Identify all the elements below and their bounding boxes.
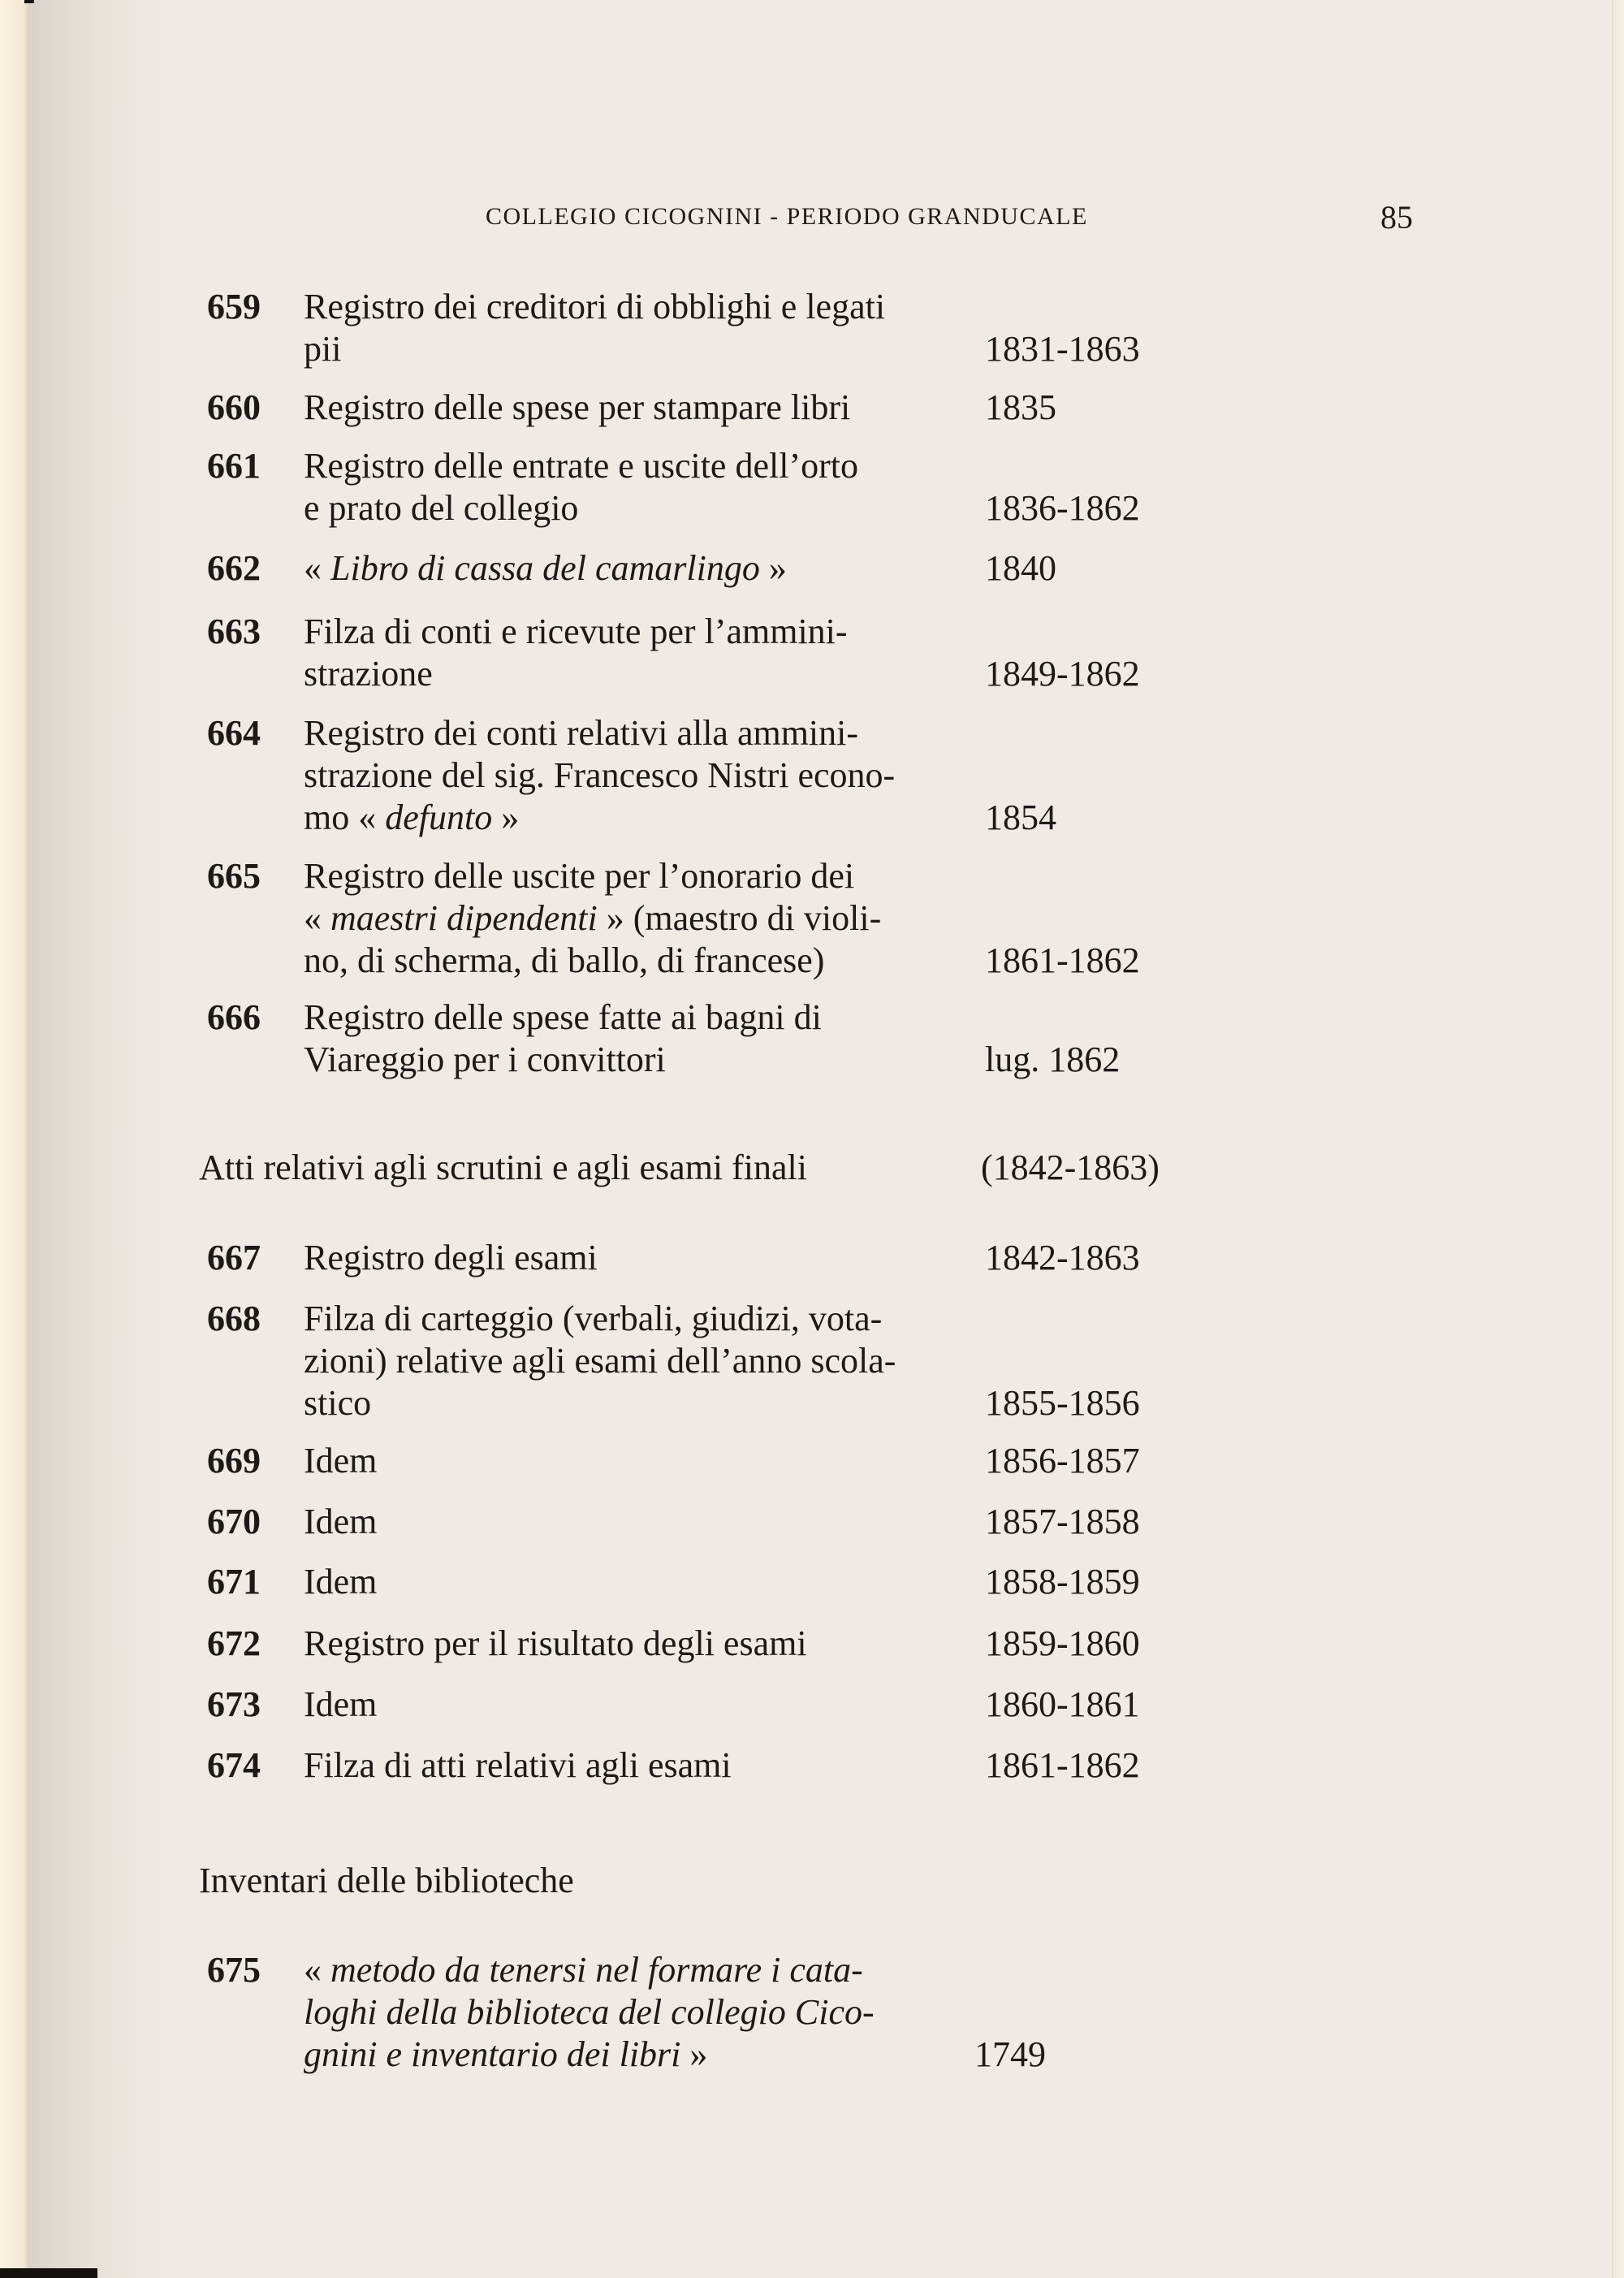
- entry-description: [304, 387, 942, 429]
- desc-line: « maestri dipendenti » (maestro di violi-: [304, 898, 882, 938]
- entry-date: lug. 1862: [985, 1040, 1121, 1079]
- entry-description: [304, 855, 942, 982]
- entry-date: 1849-1862: [985, 654, 1140, 694]
- entry-description: « Libro di cassa del camarlingo »: [304, 548, 787, 588]
- entry-description: [304, 611, 942, 695]
- entry-date: 1860-1861: [985, 1684, 1140, 1724]
- page-edge-left: [0, 0, 29, 2278]
- section-title: Inventari delle biblioteche: [199, 1861, 574, 1900]
- desc-line: mo « defunto »: [304, 798, 520, 837]
- entry-number: 663: [207, 612, 261, 651]
- entry-number: 666: [207, 997, 261, 1037]
- entry-date: 1854: [985, 798, 1056, 837]
- gutter-shadow: [29, 0, 175, 2278]
- entry-date: 1831-1863: [985, 329, 1140, 369]
- desc-line: Registro dei creditori di obblighi e legati: [304, 287, 886, 326]
- entry-number: 662: [207, 548, 261, 588]
- desc-line: zioni) relative agli esami dell’anno scola-: [304, 1341, 896, 1381]
- scan-border-bottom: [0, 2268, 97, 2278]
- desc-line: Registro dei conti relativi alla ammini-: [304, 713, 859, 753]
- desc-line: strazione: [304, 654, 433, 694]
- entry-description: Registro per il risultato degli esami: [304, 1623, 807, 1663]
- entry-number: 673: [207, 1684, 261, 1724]
- desc-line: strazione del sig. Francesco Nistri econo-: [304, 755, 896, 795]
- entry-number: 661: [207, 446, 261, 486]
- entry-description: [304, 1237, 942, 1279]
- running-header: COLLEGIO CICOGNINI - PERIODO GRANDUCALE: [486, 203, 1088, 230]
- entry-description: [304, 996, 942, 1081]
- desc-line: no, di scherma, di ballo, di francese): [304, 940, 825, 980]
- desc-line: Viareggio per i convittori: [304, 1040, 666, 1079]
- entry-date: 1855-1856: [985, 1383, 1140, 1423]
- entry-number: 668: [207, 1299, 261, 1338]
- italic-title: Libro di cassa del camarlingo: [330, 548, 760, 588]
- entry-number: 672: [207, 1623, 261, 1663]
- entry-description: Idem: [304, 1562, 378, 1602]
- page-number: 85: [1380, 199, 1413, 236]
- entry-date: 1856-1857: [985, 1441, 1140, 1480]
- entry-number: 669: [207, 1441, 261, 1480]
- desc-line: Registro delle entrate e uscite dell’orto: [304, 446, 858, 486]
- entry-description: Idem: [304, 1684, 378, 1724]
- entry-date: 1858-1859: [985, 1562, 1140, 1602]
- entry-date: 1861-1862: [985, 1745, 1140, 1785]
- entry-description: [304, 286, 942, 370]
- entry-description: Idem: [304, 1502, 378, 1541]
- desc-line: Filza di conti e ricevute per l’ammini-: [304, 612, 848, 651]
- entry-number: 675: [207, 1950, 261, 1990]
- entry-date: 1857-1858: [985, 1502, 1140, 1541]
- entry-number: 670: [207, 1502, 261, 1541]
- entry-number: 674: [207, 1745, 261, 1785]
- entry-number: 667: [207, 1238, 261, 1277]
- entry-date: 1842-1863: [985, 1238, 1140, 1277]
- desc-line: e prato del collegio: [304, 488, 579, 528]
- desc-line: « metodo da tenersi nel formare i cata-: [304, 1950, 863, 1990]
- entry-description: [304, 712, 942, 839]
- entry-description: [304, 1298, 942, 1424]
- entry-number: 671: [207, 1562, 261, 1602]
- entry-date: 1840: [985, 548, 1056, 588]
- desc-line: stico: [304, 1383, 372, 1423]
- entry-date: 1861-1862: [985, 940, 1140, 980]
- desc-line: Registro delle uscite per l’onorario dei: [304, 856, 855, 896]
- entry-number: 659: [207, 287, 261, 326]
- desc-line: Registro delle spese per stampare libri: [304, 387, 851, 427]
- page-edge-right: [1612, 0, 1624, 2278]
- entry-number: 660: [207, 387, 261, 427]
- entry-date: 1749: [974, 2034, 1046, 2074]
- entry-number: 664: [207, 713, 261, 753]
- entry-description: [304, 1949, 942, 2076]
- section-date-range: (1842-1863): [981, 1148, 1160, 1187]
- desc-line: Filza di carteggio (verbali, giudizi, vota-: [304, 1299, 883, 1338]
- entry-description: Idem: [304, 1441, 378, 1480]
- entry-number: 665: [207, 856, 261, 896]
- entry-date: 1859-1860: [985, 1623, 1140, 1663]
- entry-description: [304, 445, 942, 530]
- entry-date: 1835: [985, 387, 1056, 427]
- entry-description: Filza di atti relativi agli esami: [304, 1745, 732, 1785]
- desc-line: gnini e inventario dei libri »: [304, 2034, 708, 2074]
- desc-line: Registro delle spese fatte ai bagni di: [304, 997, 822, 1037]
- scan-border-top: [24, 0, 34, 3]
- desc-line: loghi della biblioteca del collegio Cico-: [304, 1992, 875, 2032]
- desc-line: pii: [304, 329, 342, 369]
- entry-date: 1836-1862: [985, 488, 1140, 528]
- desc-line: Registro degli esami: [304, 1238, 598, 1277]
- section-title: Atti relativi agli scrutini e agli esami finali: [199, 1148, 808, 1187]
